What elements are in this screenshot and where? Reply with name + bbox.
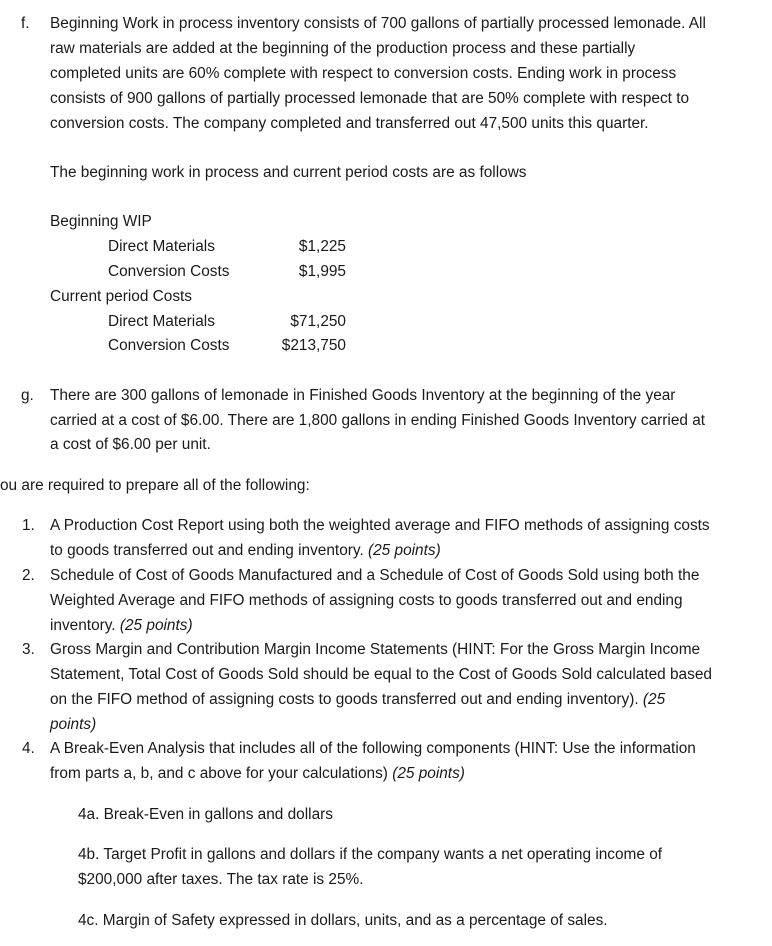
- item-f-line: Beginning Work in process inventory consists of 700 gallons of partially processed lemonade. All: [50, 15, 706, 32]
- requirement-line: inventory. (25 points): [50, 617, 193, 634]
- requirements-heading: ou are required to prepare all of the following:: [0, 477, 310, 494]
- requirement-points: (25 points): [368, 542, 441, 559]
- requirement-line: Statement, Total Cost of Goods Sold should be equal to the Cost of Goods Sold calculated based: [50, 666, 712, 683]
- sub-item-4a: 4a. Break-Even in gallons and dollars: [78, 806, 333, 823]
- current-period-heading: Current period Costs: [50, 288, 192, 305]
- cost-row-value: $1,995: [298, 263, 346, 280]
- requirement-marker: 3.: [22, 641, 35, 658]
- requirement-points: (25: [642, 691, 666, 708]
- cost-row-label: Conversion Costs: [108, 263, 230, 280]
- cost-row-label: Direct Materials: [108, 313, 215, 330]
- requirement-marker: 4.: [22, 740, 35, 757]
- requirement-marker: 2.: [22, 567, 35, 584]
- item-f-line: completed units are 60% complete with respect to conversion costs. Ending work in process: [50, 65, 677, 82]
- requirement-line: Schedule of Cost of Goods Manufactured and a Schedule of Cost of Goods Sold using both the: [50, 567, 700, 584]
- requirement-points: points): [50, 716, 97, 733]
- cost-intro: The beginning work in process and current period costs are as follows: [50, 164, 527, 181]
- cost-row-value: $1,225: [298, 238, 346, 255]
- requirement-marker: 1.: [22, 517, 35, 534]
- cost-row-value: $71,250: [290, 313, 346, 330]
- item-f-line: raw materials are added at the beginning of the production process and these partially: [50, 40, 636, 57]
- item-f-marker: f.: [21, 15, 30, 32]
- item-f-line: consists of 900 gallons of partially processed lemonade that are 50% complete with respect to: [50, 90, 690, 107]
- requirement-points: (25 points): [119, 617, 193, 634]
- requirement-line: A Production Cost Report using both the weighted average and FIFO methods of assigning costs: [50, 517, 710, 534]
- requirement-line: on the FIFO method of assigning costs to goods transferred out and ending inventory). (25: [50, 691, 666, 708]
- sub-item-4c: 4c. Margin of Safety expressed in dollars, units, and as a percentage of sales.: [78, 912, 608, 929]
- cost-row-label: Direct Materials: [108, 238, 215, 255]
- requirement-line: from parts a, b, and c above for your calculations) (25 points): [50, 765, 465, 782]
- beginning-wip-heading: Beginning WIP: [50, 213, 152, 230]
- item-g-line: a cost of $6.00 per unit.: [50, 436, 211, 453]
- item-f-line: conversion costs. The company completed and transferred out 47,500 units this quarter.: [50, 115, 649, 132]
- requirement-line: Weighted Average and FIFO methods of assigning costs to goods transferred out and ending: [50, 592, 683, 609]
- requirement-line: to goods transferred out and ending inventory. (25 points): [50, 542, 441, 559]
- item-g-line: There are 300 gallons of lemonade in Finished Goods Inventory at the beginning of the year: [50, 387, 676, 404]
- requirement-line: A Break-Even Analysis that includes all of the following components (HINT: Use the information: [50, 740, 696, 757]
- requirement-points: (25 points): [392, 765, 465, 782]
- cost-row-label: Conversion Costs: [108, 337, 230, 354]
- item-g-line: carried at a cost of $6.00. There are 1,800 gallons in ending Finished Goods Inventory carried at: [50, 412, 706, 429]
- sub-item-4b-line2: $200,000 after taxes. The tax rate is 25%.: [78, 871, 364, 888]
- requirement-line: Gross Margin and Contribution Margin Income Statements (HINT: For the Gross Margin Income: [50, 641, 701, 658]
- cost-row-value: $213,750: [281, 337, 346, 354]
- requirement-line: [50, 715, 96, 735]
- item-g-marker: g.: [21, 387, 34, 404]
- sub-item-4b: 4b. Target Profit in gallons and dollars if the company wants a net operating income of: [78, 846, 663, 863]
